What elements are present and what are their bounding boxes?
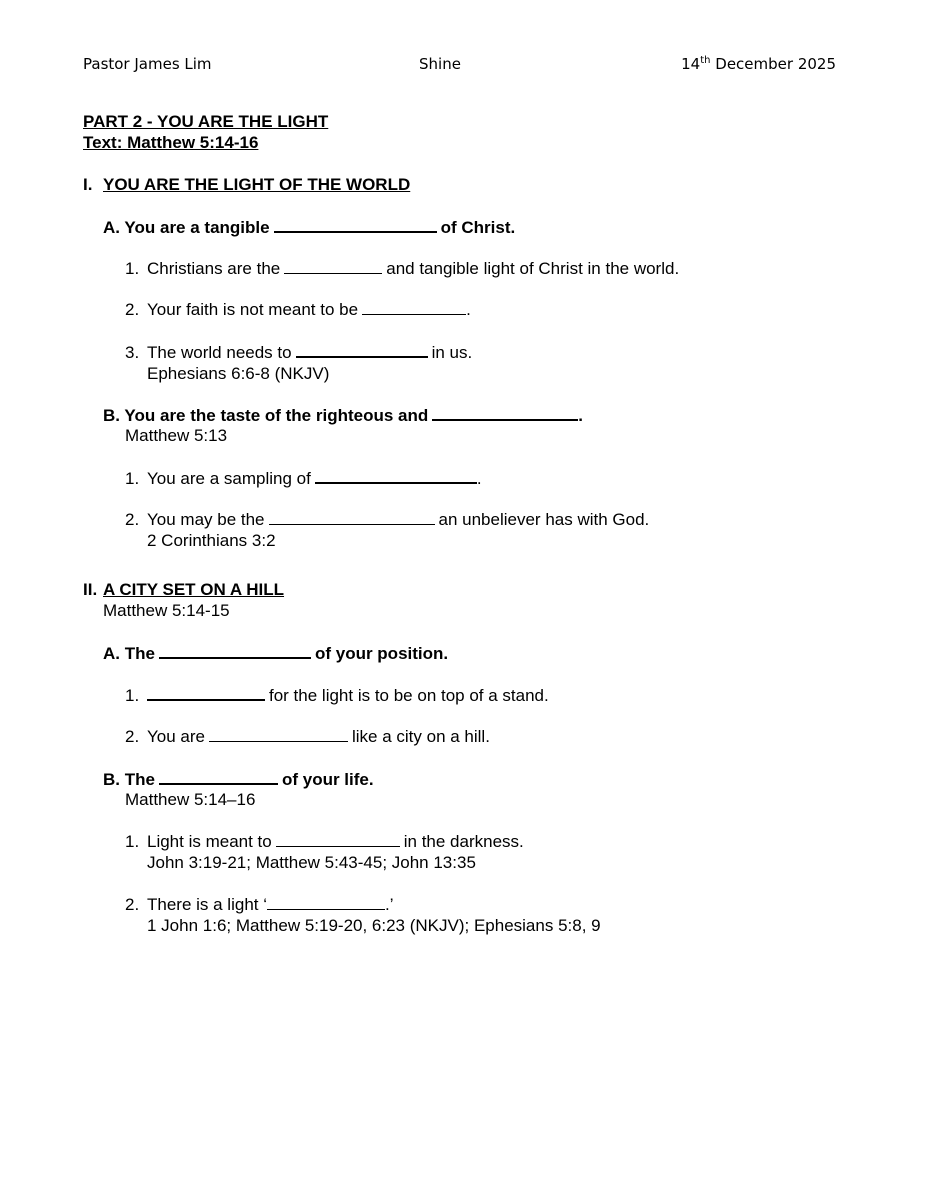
fill-blank[interactable] <box>147 684 265 701</box>
section-2a-item-1: 1. for the light is to be on top of a stand. <box>125 686 549 705</box>
fill-blank[interactable] <box>284 258 382 274</box>
fill-blank[interactable] <box>209 726 348 742</box>
scripture-reference: 1 John 1:6; Matthew 5:19-20, 6:23 (NKJV); Ephesians 5:8, 9 <box>147 916 601 935</box>
fill-blank[interactable] <box>269 509 435 525</box>
section-1-heading: I. YOU ARE THE LIGHT OF THE WORLD <box>83 175 411 194</box>
section-2a-item-2: 2. You are like a city on a hill. <box>125 727 490 746</box>
section-1a-point: A. You are a tangible of Christ. <box>103 218 516 237</box>
fill-blank[interactable] <box>296 341 428 358</box>
scripture-reference: Matthew 5:14-15 <box>103 601 230 620</box>
section-1a-item-1: 1. Christians are the and tangible light of Christ in the world. <box>125 259 680 278</box>
section-1b-item-1: 1. You are a sampling of . <box>125 469 482 488</box>
section-1b-point: B. You are the taste of the righteous and . <box>103 406 583 425</box>
header-date: 14th December 2025 <box>681 55 836 73</box>
section-1b-item-2: 2. You may be the an unbeliever has with God. 2 Corinthians 3:2 <box>125 510 650 550</box>
fill-blank[interactable] <box>267 894 385 910</box>
section-2b-item-2: 2. There is a light ‘ .’ 1 John 1:6; Matthew 5:19-20, 6:23 (NKJV); Ephesians 5:8, 9 <box>125 895 601 935</box>
scripture-reference: Ephesians 6:6-8 (NKJV) <box>147 364 330 383</box>
fill-blank[interactable] <box>362 299 466 315</box>
fill-blank[interactable] <box>159 642 311 659</box>
scripture-reference: Matthew 5:13 <box>125 426 228 445</box>
fill-blank[interactable] <box>274 216 437 233</box>
scripture-reference: Matthew 5:14–16 <box>125 790 256 809</box>
section-2a-point: A. The of your position. <box>103 644 449 663</box>
header-series: Shine <box>419 55 461 73</box>
header-author: Pastor James Lim <box>83 55 212 73</box>
fill-blank[interactable] <box>159 768 278 785</box>
scripture-reference: John 3:19-21; Matthew 5:43-45; John 13:35 <box>147 853 476 872</box>
section-2b-item-1: 1. Light is meant to in the darkness. John 3:19-21; Matthew 5:43-45; John 13:35 <box>125 832 524 872</box>
section-1a-item-2: 2. Your faith is not meant to be . <box>125 300 471 319</box>
section-2-heading: II. A CITY SET ON A HILL <box>83 580 285 599</box>
fill-blank[interactable] <box>276 831 400 847</box>
text-reference: Text: Matthew 5:14-16 <box>83 133 259 152</box>
fill-blank[interactable] <box>432 404 578 421</box>
part-title: PART 2 - YOU ARE THE LIGHT <box>83 112 329 131</box>
section-2b-point: B. The of your life. <box>103 770 374 789</box>
section-1a-item-3: 3. The world needs to in us. Ephesians 6:6-8 (NKJV) <box>125 343 473 383</box>
scripture-reference: 2 Corinthians 3:2 <box>147 531 276 550</box>
fill-blank[interactable] <box>315 467 477 484</box>
